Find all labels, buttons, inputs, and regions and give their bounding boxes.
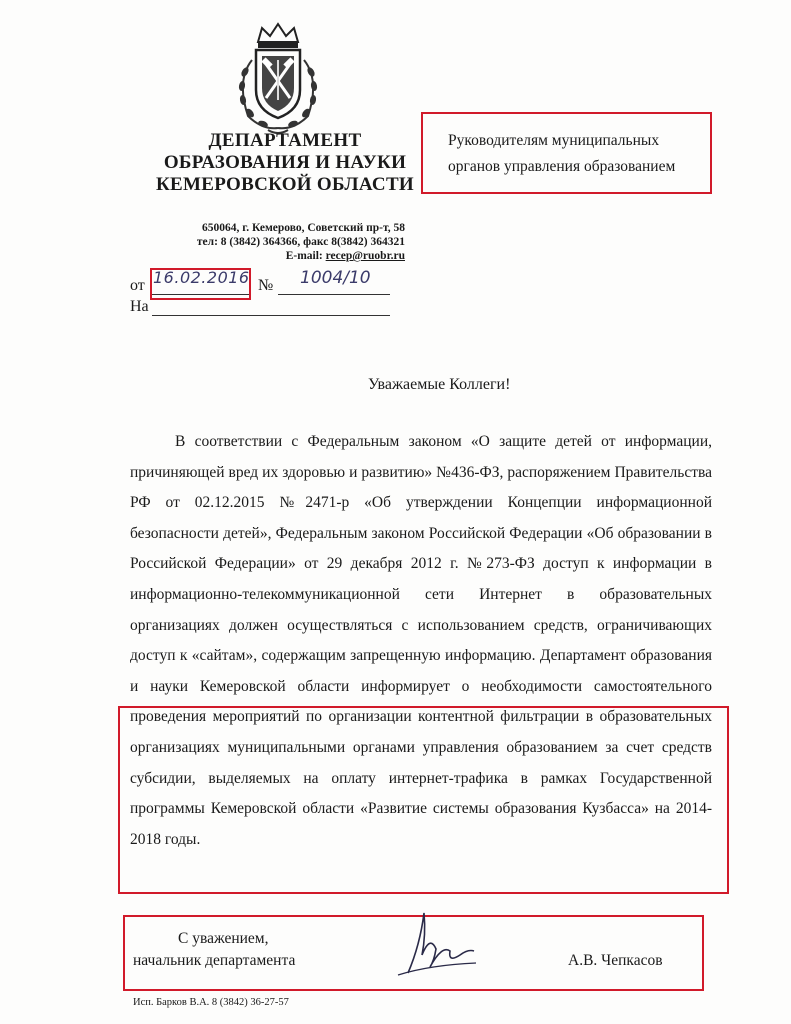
signer-name: А.В. Чепкасов bbox=[568, 952, 663, 969]
department-address: 650064, г. Кемерово, Советский пр-т, 58 bbox=[202, 222, 405, 234]
handwritten-signature-icon bbox=[390, 905, 480, 980]
addressee-line: Руководителям муниципальных bbox=[448, 132, 660, 149]
from-label: от bbox=[130, 277, 145, 294]
to-label: На bbox=[130, 298, 149, 315]
date-highlight-box bbox=[150, 268, 251, 300]
department-email bbox=[160, 249, 405, 263]
body-highlight-box bbox=[118, 706, 729, 894]
addressee bbox=[448, 128, 708, 180]
executor-info: Исп. Барков В.А. 8 (3842) 36-27-57 bbox=[133, 997, 289, 1008]
regards: С уважением, bbox=[178, 930, 269, 947]
signer-position: начальник департамента bbox=[133, 952, 296, 969]
number-underline bbox=[278, 294, 390, 295]
department-name-line: ДЕПАРТАМЕНТ bbox=[208, 130, 362, 151]
department-contacts bbox=[160, 221, 405, 263]
department-name-line: ОБРАЗОВАНИЯ И НАУКИ bbox=[163, 152, 407, 173]
email-link[interactable]: recep@ruobr.ru bbox=[325, 250, 405, 262]
to-underline bbox=[152, 315, 390, 316]
letter-number: 1004/10 bbox=[300, 268, 371, 288]
letter-body: В соответствии с Федеральным законом «О защите детей от информации, причиняющей вред их здоровью и развитию» №436-ФЗ, распоряжением Правительства РФ от 02.12.2015 №2471-р «Об утверждении Концепции информационной безопасности детей», Федеральным законом Российской Федерации «Об образовании в Российской Федерации» от 29 декабря 2012 г. №273-ФЗ доступ к информации в информационно-телекоммуникационной сети Интернет в образовательных организациях должен осуществляться с использованием средств, ограничивающих доступ к «сайтам», содержащим запрещенную информацию. Департамент образования и науки Кемеровской области информирует о необходимости самостоятельного проведения мероприятий по организации контентной фильтрации в образовательных организациях муниципальными органами управления образованием за счет средств субсидии, выделяемых на оплату интернет-трафика в рамках Государственной программы Кемеровской области «Развитие системы образования Кузбасса» на 2014-2018 годы. bbox=[130, 433, 712, 848]
coat-of-arms-icon bbox=[218, 20, 338, 138]
email-label: E-mail: bbox=[285, 250, 326, 262]
number-label: № bbox=[258, 277, 274, 294]
department-name bbox=[150, 130, 420, 196]
department-name-line: КЕМЕРОВСКОЙ ОБЛАСТИ bbox=[155, 174, 414, 195]
addressee-line: органов управления образованием bbox=[448, 158, 676, 175]
department-phone: тел: 8 (3842) 364366, факс 8(3842) 364321 bbox=[196, 236, 405, 248]
salutation: Уважаемые Коллеги! bbox=[368, 376, 511, 393]
letter-date: 16.02.2016 bbox=[153, 268, 250, 287]
